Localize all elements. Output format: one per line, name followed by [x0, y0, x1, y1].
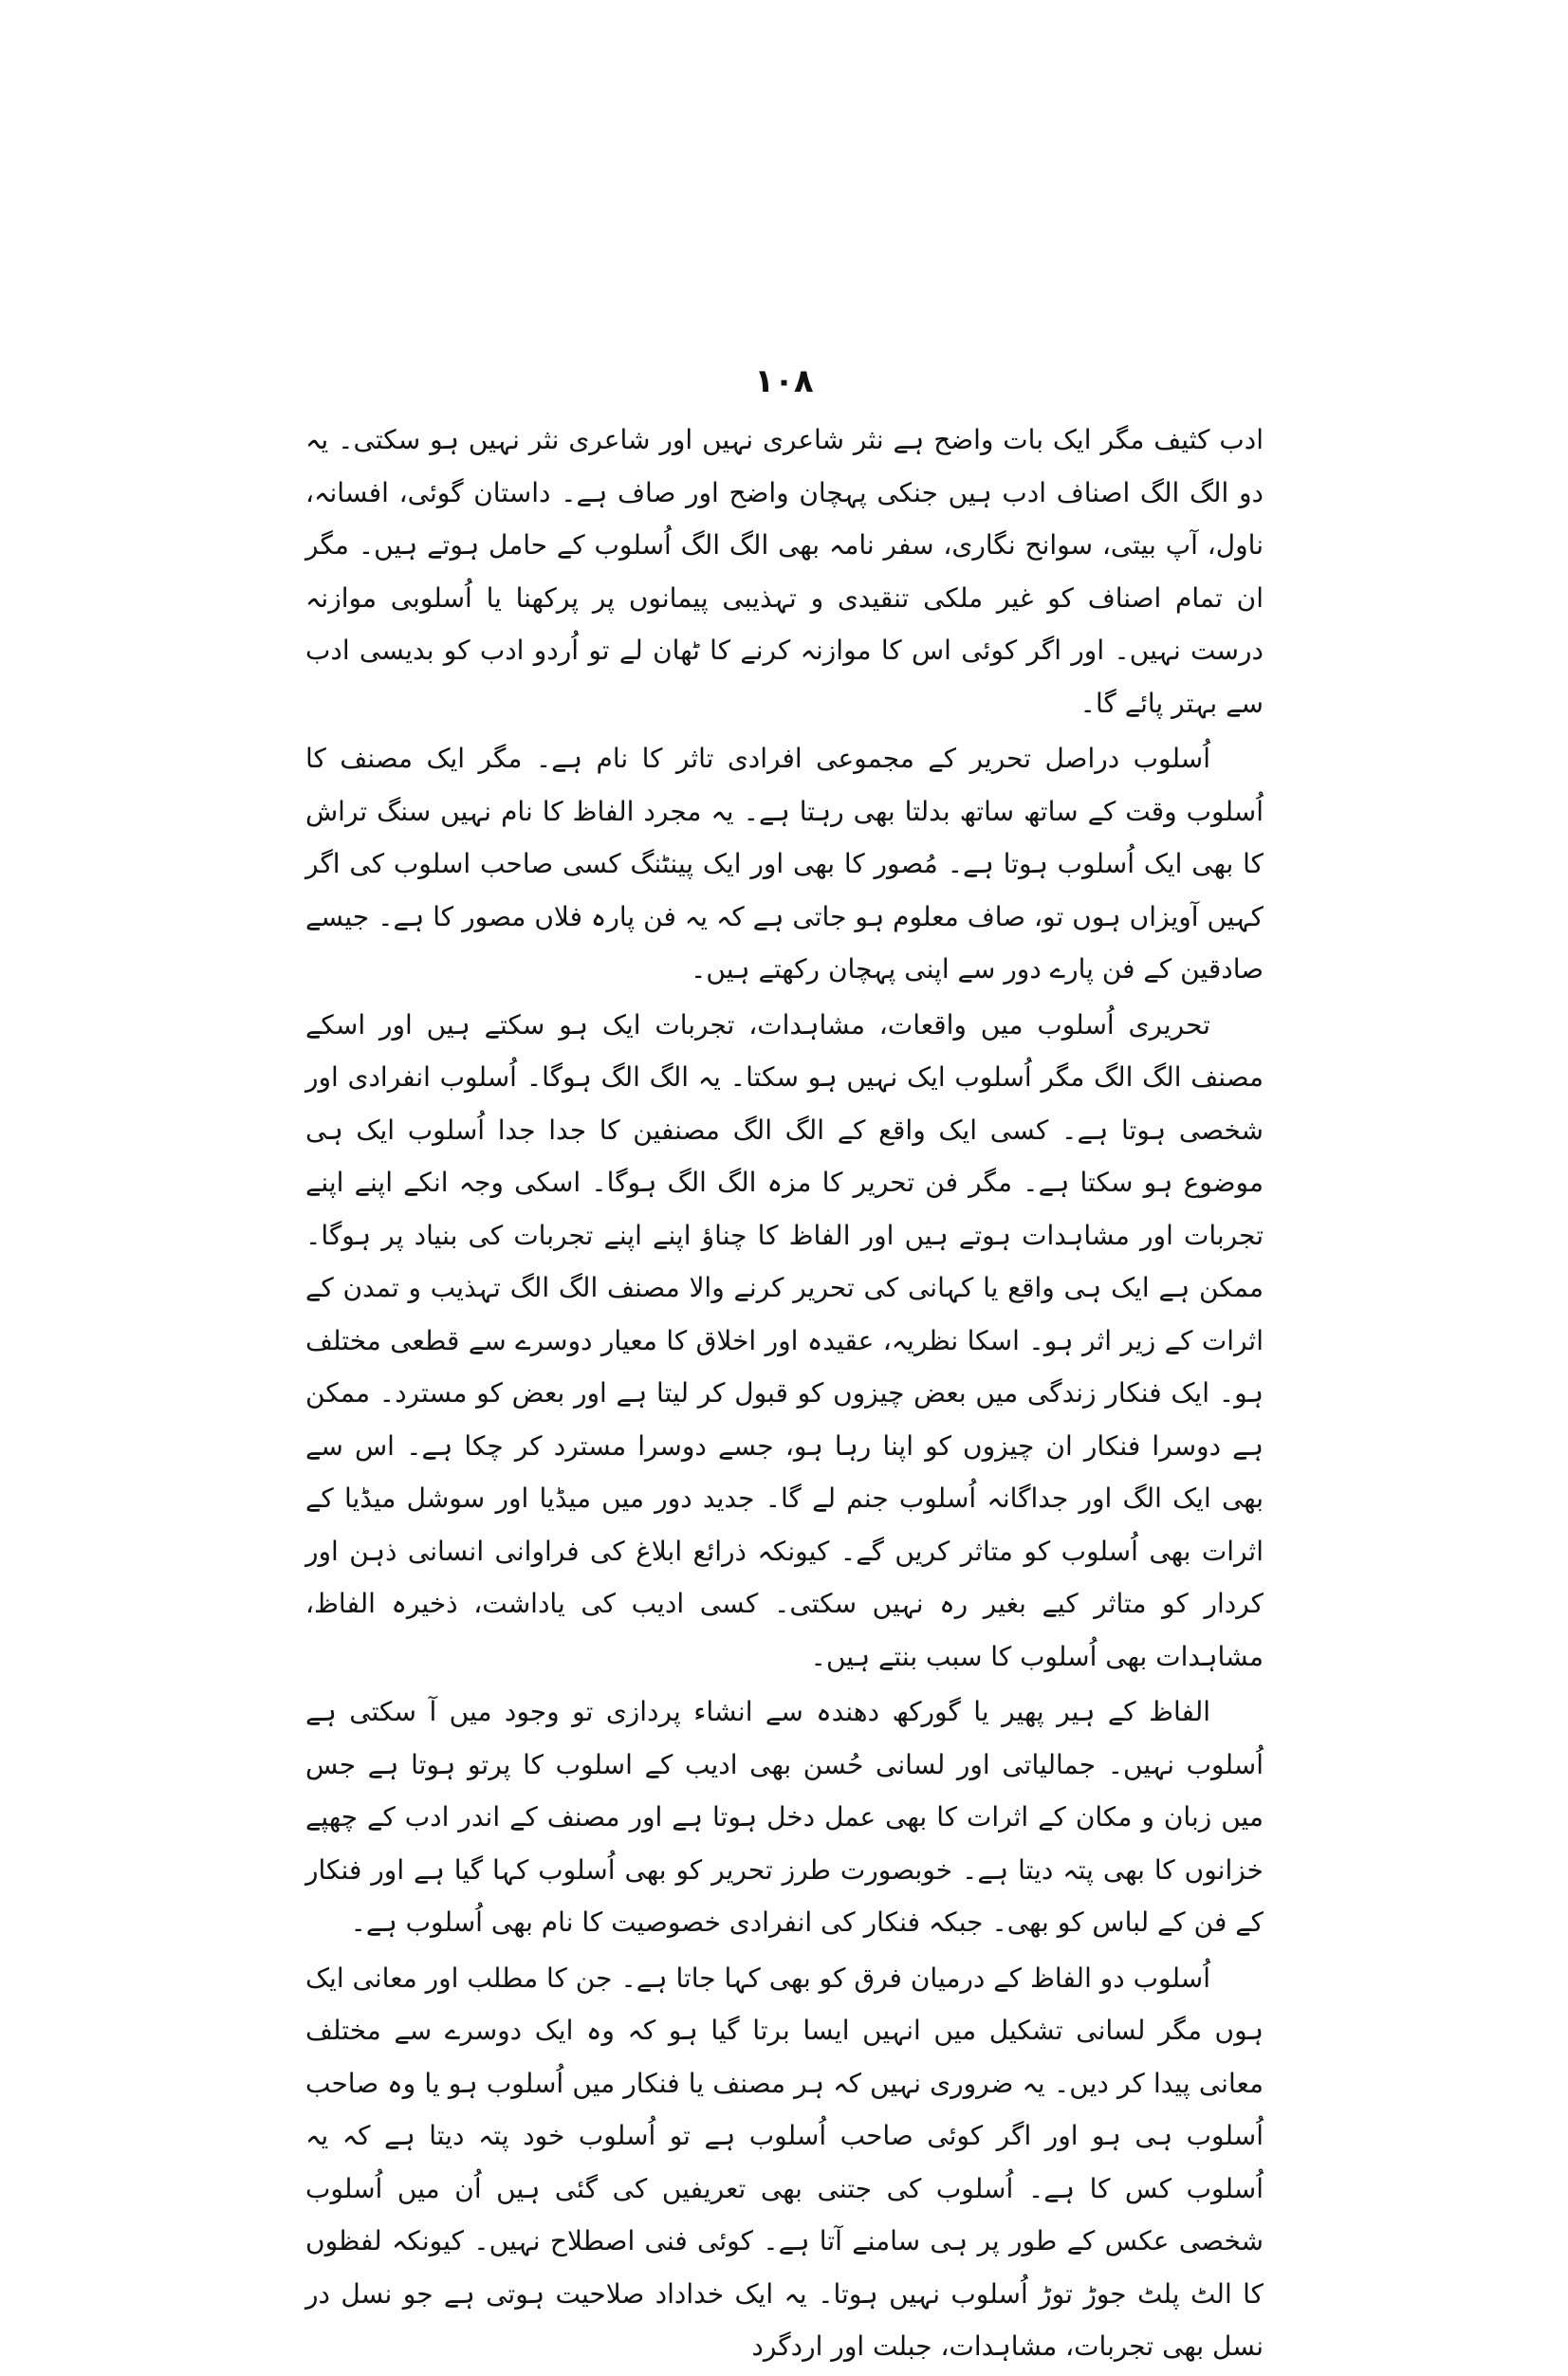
paragraph-3: تحریری اُسلوب میں واقعات، مشاہدات، تجربات ایک ہو سکتے ہیں اور اسکے مصنف الگ الگ مگر اُسلوب ایک نہیں ہو سکتا۔ یہ الگ الگ ہوگا۔ اُسلوب انفرادی اور شخصی ہوتا ہے۔ کسی ایک واقع کے الگ الگ مصنفین کا جدا جدا اُسلوب ایک ہی موضوع ہو سکتا ہے۔ مگر فن تحریر کا مزہ الگ الگ ہوگا۔ اسکی وجہ انکے اپنے اپنے تجربات اور مشاہدات ہوتے ہیں اور الفاظ کا چناؤ اپنے اپنے تجربات کی بنیاد پر ہوگا۔ ممکن ہے ایک ہی واقع یا کہانی کی تحریر کرنے والا مصنف الگ الگ تہذیب و تمدن کے اثرات کے زیر اثر ہو۔ اسکا نظریہ، عقیدہ اور اخلاق کا معیار دوسرے سے قطعی مختلف ہو۔ ایک فنکار زندگی میں بعض چیزوں کو قبول کر لیتا ہے اور بعض کو مسترد۔ ممکن ہے دوسرا فنکار ان چیزوں کو اپنا رہا ہو، جسے دوسرا مسترد کر چکا ہے۔ اس سے بھی ایک الگ اور جداگانہ اُسلوب جنم لے گا۔ جدید دور میں میڈیا اور سوشل میڈیا کے اثرات بھی اُسلوب کو متاثر کریں گے۔ کیونکہ ذرائع ابلاغ کی فراوانی انسانی ذہن اور کردار کو متاثر کیے بغیر رہ نہیں سکتی۔ کسی ادیب کی یاداشت، ذخیرہ الفاظ، مشاہدات بھی اُسلوب کا سبب بنتے ہیں۔	[305, 1008, 1264, 1672]
paragraph-4: الفاظ کے ہیر پھیر یا گورکھ دھندہ سے انشاء پردازی تو وجود میں آ سکتی ہے اُسلوب نہیں۔ جمالیاتی اور لسانی حُسن بھی ادیب کے اسلوب کا پرتو ہوتا ہے جس میں زبان و مکان کے اثرات کا بھی عمل دخل ہوتا ہے اور مصنف کے اندر ادب کے چھپے خزانوں کا بھی پتہ دیتا ہے۔ خوبصورت طرز تحریر کو بھی اُسلوب کہا گیا ہے اور فنکار کے فن کے لباس کو بھی۔ جبکہ فنکار کی انفرادی خصوصیت کا نام بھی اُسلوب ہے۔	[305, 1696, 1264, 1938]
paragraph-2: اُسلوب دراصل تحریر کے مجموعی افرادی تاثر کا نام ہے۔ مگر ایک مصنف کا اُسلوب وقت کے ساتھ ساتھ بدلتا بھی رہتا ہے۔ یہ مجرد الفاظ کا نام نہیں سنگ تراش کا بھی ایک اُسلوب ہوتا ہے۔ مُصور کا بھی اور ایک پینٹنگ کسی صاحب اسلوب کی اگر کہیں آویزاں ہوں تو، صاف معلوم ہو جاتی ہے کہ یہ فن پارہ فلاں مصور کا ہے۔ جیسے صادقین کے فن پارے دور سے اپنی پہچان رکھتے ہیں۔	[305, 743, 1264, 985]
paragraph-5: اُسلوب دو الفاظ کے درمیان فرق کو بھی کہا جاتا ہے۔ جن کا مطلب اور معانی ایک ہوں مگر لسانی تشکیل میں انہیں ایسا برتا گیا ہو کہ وہ ایک دوسرے سے مختلف معانی پیدا کر دیں۔ یہ ضروری نہیں کہ ہر مصنف یا فنکار میں اُسلوب ہو یا وہ صاحب اُسلوب ہی ہو اور اگر کوئی صاحب اُسلوب ہے تو اُسلوب خود پتہ دیتا ہے کہ یہ اُسلوب کس کا ہے۔ اُسلوب کی جتنی بھی تعریفیں کی گئی ہیں اُن میں اُسلوب شخصی عکس کے طور پر ہی سامنے آتا ہے۔ کوئی فنی اصطلاح نہیں۔ کیونکہ لفظوں کا الٹ پلٹ جوڑ توڑ اُسلوب نہیں ہوتا۔ یہ ایک خداداد صلاحیت ہوتی ہے جو نسل در نسل بھی تجربات، مشاہدات، جبلت اور اردگرد	[305, 1962, 1264, 2362]
body-text	[305, 414, 1264, 2376]
paragraph-1: ادب کثیف مگر ایک بات واضح ہے نثر شاعری نہیں اور شاعری نثر نہیں ہو سکتی۔ یہ دو الگ الگ اصناف ادب ہیں جنکی پہچان واضح اور صاف ہے۔ داستان گوئی، افسانہ، ناول، آپ بیتی، سوانح نگاری، سفر نامہ بھی الگ الگ اُسلوب کے حامل ہوتے ہیں۔ مگر ان تمام اصناف کو غیر ملکی تنقیدی و تہذیبی پیمانوں پر پرکھنا یا اُسلوبی موازنہ درست نہیں۔ اور اگر کوئی اس کا موازنہ کرنے کا ٹھان لے تو اُردو ادب کو بدیسی ادب سے بہتر پائے گا۔	[305, 424, 1264, 719]
page-number: ۱۰۸	[754, 362, 814, 400]
